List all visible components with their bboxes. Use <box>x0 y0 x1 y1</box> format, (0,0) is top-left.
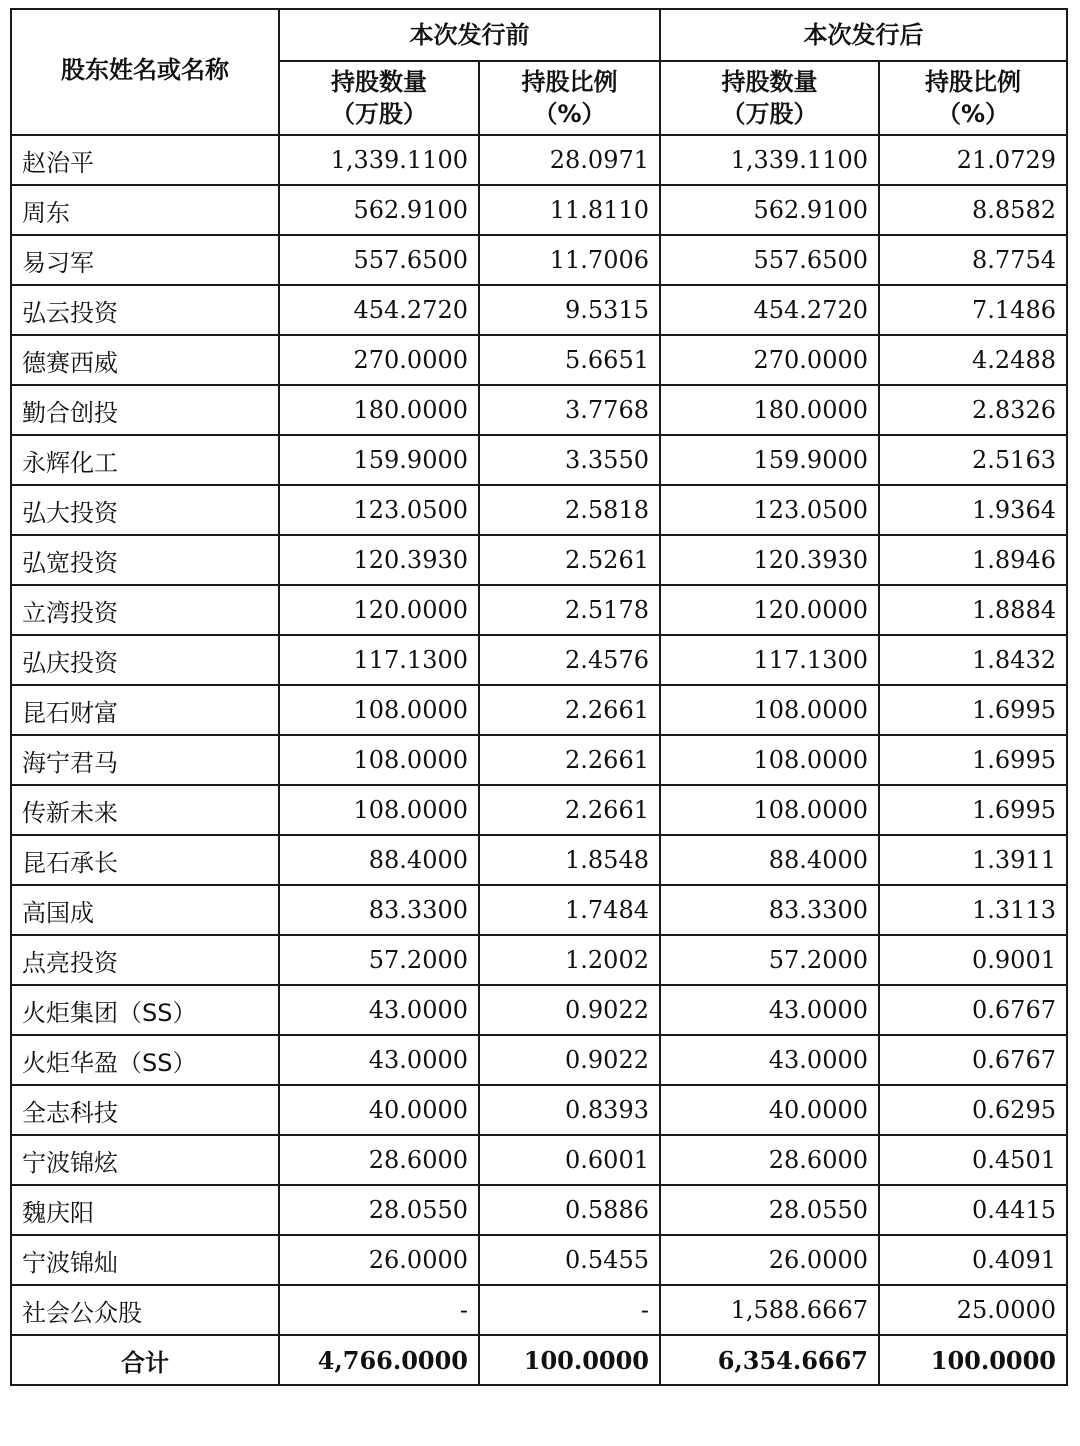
before-ratio-cell: 11.7006 <box>479 235 660 285</box>
shareholder-name-cell: 宁波锦炫 <box>11 1135 279 1185</box>
before-shares-cell: 108.0000 <box>279 735 479 785</box>
total-before-shares: 4,766.0000 <box>279 1335 479 1385</box>
before-shares-cell: 43.0000 <box>279 1035 479 1085</box>
after-ratio-cell: 0.9001 <box>879 935 1067 985</box>
total-before-ratio: 100.0000 <box>479 1335 660 1385</box>
shareholder-name-cell: 德赛西威 <box>11 335 279 385</box>
after-shares-cell: 57.2000 <box>660 935 879 985</box>
header-ratio-unit: （%） <box>533 100 606 128</box>
after-shares-cell: 562.9100 <box>660 185 879 235</box>
table-row <box>11 285 1067 335</box>
shareholder-name-cell: 永辉化工 <box>11 435 279 485</box>
after-shares-cell: 454.2720 <box>660 285 879 335</box>
shareholder-name-cell: 点亮投资 <box>11 935 279 985</box>
table-row <box>11 185 1067 235</box>
before-shares-cell: 108.0000 <box>279 685 479 735</box>
before-ratio-cell: 2.5818 <box>479 485 660 535</box>
after-shares-cell: 1,339.1100 <box>660 135 879 185</box>
after-ratio-cell: 1.6995 <box>879 785 1067 835</box>
table-row <box>11 1235 1067 1285</box>
table-row <box>11 1085 1067 1135</box>
after-ratio-cell: 2.5163 <box>879 435 1067 485</box>
before-shares-cell: 120.3930 <box>279 535 479 585</box>
after-shares-cell: 117.1300 <box>660 635 879 685</box>
before-shares-cell: 117.1300 <box>279 635 479 685</box>
before-shares-cell: 43.0000 <box>279 985 479 1035</box>
after-shares-cell: 108.0000 <box>660 735 879 785</box>
after-ratio-cell: 1.6995 <box>879 735 1067 785</box>
after-shares-cell: 108.0000 <box>660 685 879 735</box>
header-before-ratio <box>479 61 660 135</box>
after-shares-cell: 40.0000 <box>660 1085 879 1135</box>
shareholder-name-cell: 弘大投资 <box>11 485 279 535</box>
after-shares-cell: 1,588.6667 <box>660 1285 879 1335</box>
before-ratio-cell: 28.0971 <box>479 135 660 185</box>
table-row <box>11 885 1067 935</box>
header-ratio-unit: （%） <box>936 100 1010 128</box>
shareholder-name-cell: 弘庆投资 <box>11 635 279 685</box>
table-row <box>11 435 1067 485</box>
before-shares-cell: 28.0550 <box>279 1185 479 1235</box>
before-shares-cell: 123.0500 <box>279 485 479 535</box>
before-shares-cell: 28.6000 <box>279 1135 479 1185</box>
header-before-shares <box>279 61 479 135</box>
after-shares-cell: 270.0000 <box>660 335 879 385</box>
after-shares-cell: 120.3930 <box>660 535 879 585</box>
before-ratio-cell: 0.9022 <box>479 1035 660 1085</box>
header-shares-label: 持股数量 <box>331 68 427 96</box>
table-row <box>11 385 1067 435</box>
after-shares-cell: 159.9000 <box>660 435 879 485</box>
after-ratio-cell: 1.8884 <box>879 585 1067 635</box>
shareholder-name-cell: 赵治平 <box>11 135 279 185</box>
shareholder-name-cell: 昆石承长 <box>11 835 279 885</box>
table-row <box>11 785 1067 835</box>
table-row <box>11 985 1067 1035</box>
before-shares-cell: 557.6500 <box>279 235 479 285</box>
after-shares-cell: 43.0000 <box>660 985 879 1035</box>
table-row <box>11 1285 1067 1335</box>
after-shares-cell: 26.0000 <box>660 1235 879 1285</box>
after-ratio-cell: 25.0000 <box>879 1285 1067 1335</box>
header-ratio-label: 持股比例 <box>521 68 618 96</box>
before-shares-cell: 270.0000 <box>279 335 479 385</box>
after-ratio-cell: 8.8582 <box>879 185 1067 235</box>
shareholder-name-cell: 弘宽投资 <box>11 535 279 585</box>
header-row-top <box>11 9 1067 61</box>
table-row <box>11 685 1067 735</box>
table-row <box>11 1035 1067 1085</box>
after-ratio-cell: 1.3911 <box>879 835 1067 885</box>
header-after-issuance: 本次发行后 <box>660 9 1067 61</box>
after-shares-cell: 28.0550 <box>660 1185 879 1235</box>
table-row <box>11 485 1067 535</box>
before-shares-cell: 88.4000 <box>279 835 479 885</box>
before-ratio-cell: 0.5886 <box>479 1185 660 1235</box>
total-label: 合计 <box>11 1335 279 1385</box>
table-row <box>11 235 1067 285</box>
after-ratio-cell: 0.4091 <box>879 1235 1067 1285</box>
after-ratio-cell: 4.2488 <box>879 335 1067 385</box>
shareholder-name-cell: 弘云投资 <box>11 285 279 335</box>
before-ratio-cell: 2.5261 <box>479 535 660 585</box>
after-shares-cell: 43.0000 <box>660 1035 879 1085</box>
shareholder-name-cell: 海宁君马 <box>11 735 279 785</box>
shareholder-name-cell: 火炬集团（SS） <box>11 985 279 1035</box>
before-shares-cell: 1,339.1100 <box>279 135 479 185</box>
before-shares-cell: - <box>279 1285 479 1335</box>
shareholder-name-cell: 昆石财富 <box>11 685 279 735</box>
before-shares-cell: 26.0000 <box>279 1235 479 1285</box>
header-ratio-label: 持股比例 <box>925 68 1021 96</box>
header-after-shares <box>660 61 879 135</box>
before-ratio-cell: 0.5455 <box>479 1235 660 1285</box>
header-shares-unit: （万股） <box>331 100 427 128</box>
before-ratio-cell: 2.4576 <box>479 635 660 685</box>
after-ratio-cell: 0.6767 <box>879 1035 1067 1085</box>
before-ratio-cell: 3.3550 <box>479 435 660 485</box>
before-shares-cell: 83.3300 <box>279 885 479 935</box>
table-row <box>11 535 1067 585</box>
after-shares-cell: 180.0000 <box>660 385 879 435</box>
after-ratio-cell: 0.6295 <box>879 1085 1067 1135</box>
after-shares-cell: 557.6500 <box>660 235 879 285</box>
before-ratio-cell: 1.2002 <box>479 935 660 985</box>
table-row <box>11 635 1067 685</box>
shareholder-name-cell: 火炬华盈（SS） <box>11 1035 279 1085</box>
after-shares-cell: 88.4000 <box>660 835 879 885</box>
shareholder-name-cell: 宁波锦灿 <box>11 1235 279 1285</box>
before-ratio-cell: 0.8393 <box>479 1085 660 1135</box>
shareholding-table <box>10 8 1068 1386</box>
before-ratio-cell: 5.6651 <box>479 335 660 385</box>
before-shares-cell: 159.9000 <box>279 435 479 485</box>
after-ratio-cell: 2.8326 <box>879 385 1067 435</box>
total-after-shares: 6,354.6667 <box>660 1335 879 1385</box>
before-ratio-cell: 1.8548 <box>479 835 660 885</box>
before-shares-cell: 180.0000 <box>279 385 479 435</box>
before-shares-cell: 108.0000 <box>279 785 479 835</box>
before-ratio-cell: - <box>479 1285 660 1335</box>
shareholder-name-cell: 勤合创投 <box>11 385 279 435</box>
shareholder-name-cell: 立湾投资 <box>11 585 279 635</box>
after-shares-cell: 120.0000 <box>660 585 879 635</box>
after-ratio-cell: 21.0729 <box>879 135 1067 185</box>
header-shares-unit: （万股） <box>721 100 818 128</box>
shareholder-name-cell: 易习军 <box>11 235 279 285</box>
before-shares-cell: 454.2720 <box>279 285 479 335</box>
table-row <box>11 335 1067 385</box>
after-shares-cell: 108.0000 <box>660 785 879 835</box>
table-row <box>11 835 1067 885</box>
header-before-issuance: 本次发行前 <box>279 9 660 61</box>
before-ratio-cell: 0.9022 <box>479 985 660 1035</box>
before-ratio-cell: 0.6001 <box>479 1135 660 1185</box>
before-ratio-cell: 11.8110 <box>479 185 660 235</box>
after-ratio-cell: 1.8946 <box>879 535 1067 585</box>
shareholder-name-cell: 周东 <box>11 185 279 235</box>
shareholder-name-cell: 传新未来 <box>11 785 279 835</box>
table-row <box>11 1135 1067 1185</box>
total-row <box>11 1335 1067 1385</box>
table-header <box>11 9 1067 135</box>
after-ratio-cell: 1.3113 <box>879 885 1067 935</box>
after-ratio-cell: 0.4415 <box>879 1185 1067 1235</box>
table-row <box>11 135 1067 185</box>
before-shares-cell: 40.0000 <box>279 1085 479 1135</box>
before-shares-cell: 562.9100 <box>279 185 479 235</box>
after-ratio-cell: 1.8432 <box>879 635 1067 685</box>
before-shares-cell: 120.0000 <box>279 585 479 635</box>
after-ratio-cell: 1.6995 <box>879 685 1067 735</box>
before-ratio-cell: 2.2661 <box>479 785 660 835</box>
before-ratio-cell: 2.2661 <box>479 735 660 785</box>
table-row <box>11 585 1067 635</box>
after-shares-cell: 28.6000 <box>660 1135 879 1185</box>
before-shares-cell: 57.2000 <box>279 935 479 985</box>
before-ratio-cell: 2.5178 <box>479 585 660 635</box>
after-ratio-cell: 0.6767 <box>879 985 1067 1035</box>
shareholder-name-cell: 高国成 <box>11 885 279 935</box>
before-ratio-cell: 9.5315 <box>479 285 660 335</box>
shareholder-name-cell: 社会公众股 <box>11 1285 279 1335</box>
after-shares-cell: 123.0500 <box>660 485 879 535</box>
header-after-ratio <box>879 61 1067 135</box>
shareholder-name-cell: 全志科技 <box>11 1085 279 1135</box>
table-body <box>11 135 1067 1385</box>
after-shares-cell: 83.3300 <box>660 885 879 935</box>
after-ratio-cell: 8.7754 <box>879 235 1067 285</box>
before-ratio-cell: 1.7484 <box>479 885 660 935</box>
before-ratio-cell: 2.2661 <box>479 685 660 735</box>
header-shares-label: 持股数量 <box>721 68 818 96</box>
after-ratio-cell: 7.1486 <box>879 285 1067 335</box>
after-ratio-cell: 1.9364 <box>879 485 1067 535</box>
table-row <box>11 935 1067 985</box>
table-row <box>11 735 1067 785</box>
after-ratio-cell: 0.4501 <box>879 1135 1067 1185</box>
shareholder-name-cell: 魏庆阳 <box>11 1185 279 1235</box>
table-row <box>11 1185 1067 1235</box>
before-ratio-cell: 3.7768 <box>479 385 660 435</box>
header-shareholder-name: 股东姓名或名称 <box>11 9 279 135</box>
total-after-ratio: 100.0000 <box>879 1335 1067 1385</box>
